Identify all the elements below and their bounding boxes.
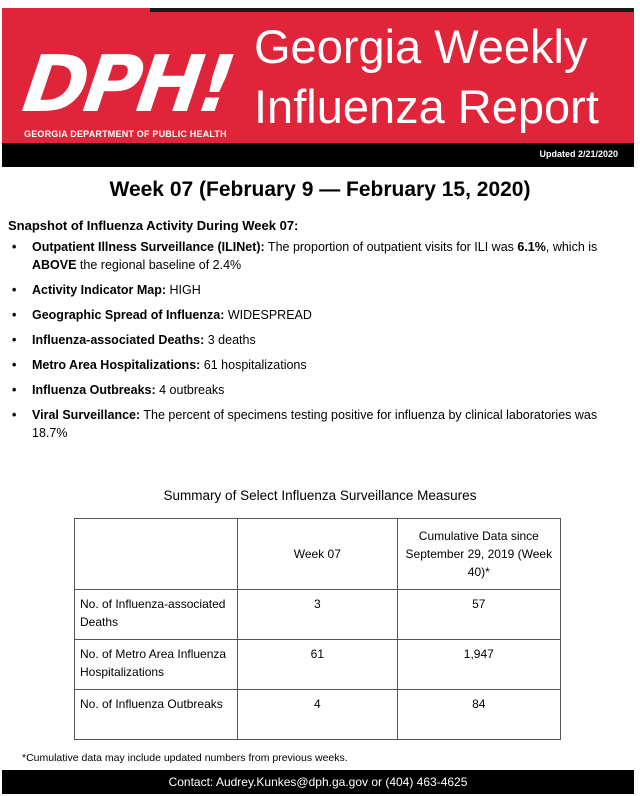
bullet-text: WIDESPREAD [224, 308, 312, 322]
table-header-cumulative: Cumulative Data since September 29, 2019 (Week 40)* [397, 519, 560, 590]
list-item [12, 238, 624, 274]
row-cumulative-value: 84 [397, 690, 560, 740]
bullet-label: Influenza-associated Deaths: [32, 333, 205, 347]
row-week-value: 4 [238, 690, 398, 740]
row-label: No. of Influenza-associated Deaths [75, 590, 238, 640]
list-item [12, 406, 624, 442]
list-item [12, 356, 624, 374]
table-row [75, 690, 561, 740]
bullet-icon: • [12, 283, 17, 297]
report-header [2, 8, 634, 143]
bullet-text: 61 hospitalizations [200, 358, 307, 372]
contact-info[interactable]: Contact: Audrey.Kunkes@dph.ga.gov or (404) 463-4625 [168, 775, 468, 789]
list-item [12, 306, 624, 324]
list-item [12, 331, 624, 349]
bullet-text: The percent of specimens testing positive for influenza by clinical laboratories was 18.7% [32, 408, 598, 440]
updated-bar [2, 143, 634, 167]
contact-bar [2, 770, 634, 794]
bullet-text: The proportion of outpatient visits for ILI was [264, 240, 518, 254]
snapshot-heading: Snapshot of Influenza Activity During Week 07: [8, 218, 299, 233]
bullet-label: Activity Indicator Map: [32, 283, 167, 297]
bullet-text: 3 deaths [204, 333, 256, 347]
bullet-label: Geographic Spread of Influenza: [32, 308, 225, 322]
bullet-text: HIGH [166, 283, 201, 297]
bullet-text: , which is [545, 240, 598, 254]
list-item [12, 381, 624, 399]
bullet-label: Influenza Outbreaks: [32, 383, 156, 397]
bullet-label: Viral Surveillance: [32, 408, 141, 422]
bullet-icon: • [12, 408, 17, 422]
summary-table-title: Summary of Select Influenza Surveillance Measures [163, 488, 477, 503]
summary-table [74, 518, 561, 740]
table-header-row [75, 519, 561, 590]
snapshot-list [12, 238, 624, 449]
bullet-text: the regional baseline of 2.4% [76, 258, 242, 272]
bullet-icon: • [12, 358, 17, 372]
dph-logo-subtitle: GEORGIA DEPARTMENT OF PUBLIC HEALTH [24, 129, 227, 139]
table-header-empty [75, 519, 238, 590]
header-accent-line [150, 8, 634, 12]
week-title: Week 07 (February 9 — February 15, 2020) [109, 178, 531, 201]
row-week-value: 61 [238, 640, 398, 690]
bullet-label: Outpatient Illness Surveillance (ILINet): [32, 240, 265, 254]
footnote: *Cumulative data may include updated numbers from previous weeks. [22, 752, 348, 764]
table-row [75, 590, 561, 640]
bullet-icon: • [12, 333, 17, 347]
row-cumulative-value: 57 [397, 590, 560, 640]
report-title-line1: Georgia Weekly [254, 20, 588, 73]
bullet-text: 4 outbreaks [155, 383, 225, 397]
row-label: No. of Metro Area Influenza Hospitalizations [75, 640, 238, 690]
ili-percent: 6.1% [517, 240, 546, 254]
list-item [12, 281, 624, 299]
bullet-label: Metro Area Hospitalizations: [32, 358, 201, 372]
dph-logo: DPH! [17, 40, 238, 130]
report-title-line2: Influenza Report [254, 80, 599, 133]
bullet-icon: • [12, 240, 17, 254]
updated-date: Updated 2/21/2020 [539, 149, 618, 159]
bullet-icon: • [12, 383, 17, 397]
baseline-status: ABOVE [32, 258, 77, 272]
row-cumulative-value: 1,947 [397, 640, 560, 690]
table-header-week: Week 07 [238, 519, 398, 590]
bullet-icon: • [12, 308, 17, 322]
table-row [75, 640, 561, 690]
row-label: No. of Influenza Outbreaks [75, 690, 238, 740]
row-week-value: 3 [238, 590, 398, 640]
